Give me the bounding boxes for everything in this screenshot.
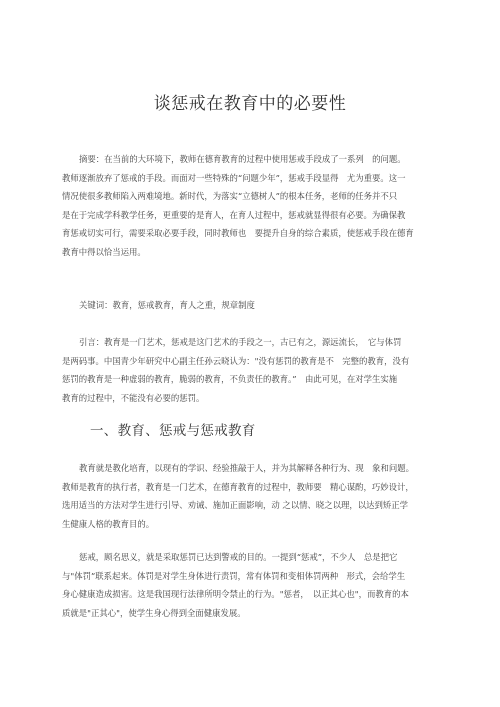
body-line: 质就是"正其心"，使学生身心得到全面健康发展。 [62,607,246,618]
section-heading: 一、教育、惩戒与惩戒教育 [90,423,256,439]
body-line: 教师是教育的执行者，教育是一门艺术，在德育教育的过程中，教师要 精心谋酌，巧妙设计， [62,481,414,492]
intro-line: 惩罚的教育是一种虚弱的教育，脆弱的教育，不负责任的教育。” 由此可见，在对学生实施 [62,374,398,385]
intro-paragraph [62,333,452,407]
body-paragraph [62,548,452,622]
intro-line: 引言：教育是一门艺术，惩戒是这门艺术的手段之一，古已有之，源远流长， 它与体罚 [79,337,402,347]
body-line: 教育就是教化培育，以现有的学识、经验推敲于人，并为其解释各种行为、现 象和问题。 [79,463,414,473]
body-paragraph [62,459,452,533]
intro-line: 是两码事。中国青少年研究中心副主任孙云晓认为："没有惩罚的教育是不 完整的教育，没有 [62,355,410,366]
body-line: 惩戒，顾名思义，就是采取惩罚已达到警戒的目的。一提到“惩戒”，不少人 总是把它 [79,552,398,562]
intro-line: 教育的过程中，不能没有必要的惩罚。 [62,392,205,403]
keywords-paragraph [62,296,452,315]
body-line: 身心健康造成损害。这是我国现行法律所明令禁止的行为。"惩者， 以正其心也"，而教育的本 [62,589,409,600]
abstract-line: 育惩戒切实可行，需要采取必要手段，同时教师也 要提升自身的综合素质，使惩戒手段在德育 [62,228,414,239]
body-line: 选用适当的方法对学生进行引导、劝诫、施加正面影响，动 之以情、晓之以理，以达到矫正学 [62,500,409,511]
keywords-line: 关键词：教育，惩戒教育，育人之重，规章制度 [79,300,255,310]
abstract-line: 情况使很多教师陷入两难境地。新时代，为落实“立德树人”的根本任务，老师的任务并不只 [62,191,398,202]
abstract-line: 摘要：在当前的大环境下，教师在德育教育的过程中使用惩戒手段成了一系列 的问题。 [79,154,406,164]
abstract-line: 教育中得以恰当运用。 [62,246,146,257]
document-title: 谈惩戒在教育中的必要性 [153,94,347,114]
abstract-line: 是在于完成学科教学任务，更重要的是育人，在育人过程中，惩戒就显得很有必要。为确保教 [62,209,406,220]
body-line: 生健康人格的教育目的。 [62,518,155,529]
body-line: 与"体罚”联系起来。体罚是对学生身体进行责罚，常有体罚和变相体罚两种 形式，会给学生 [62,570,406,581]
abstract-line: 教师逐渐放弃了惩戒的手段。而面对一些特殊的“问题少年”，惩戒手段显得 尤为重要。这一 [62,172,406,183]
abstract-paragraph [62,150,452,262]
